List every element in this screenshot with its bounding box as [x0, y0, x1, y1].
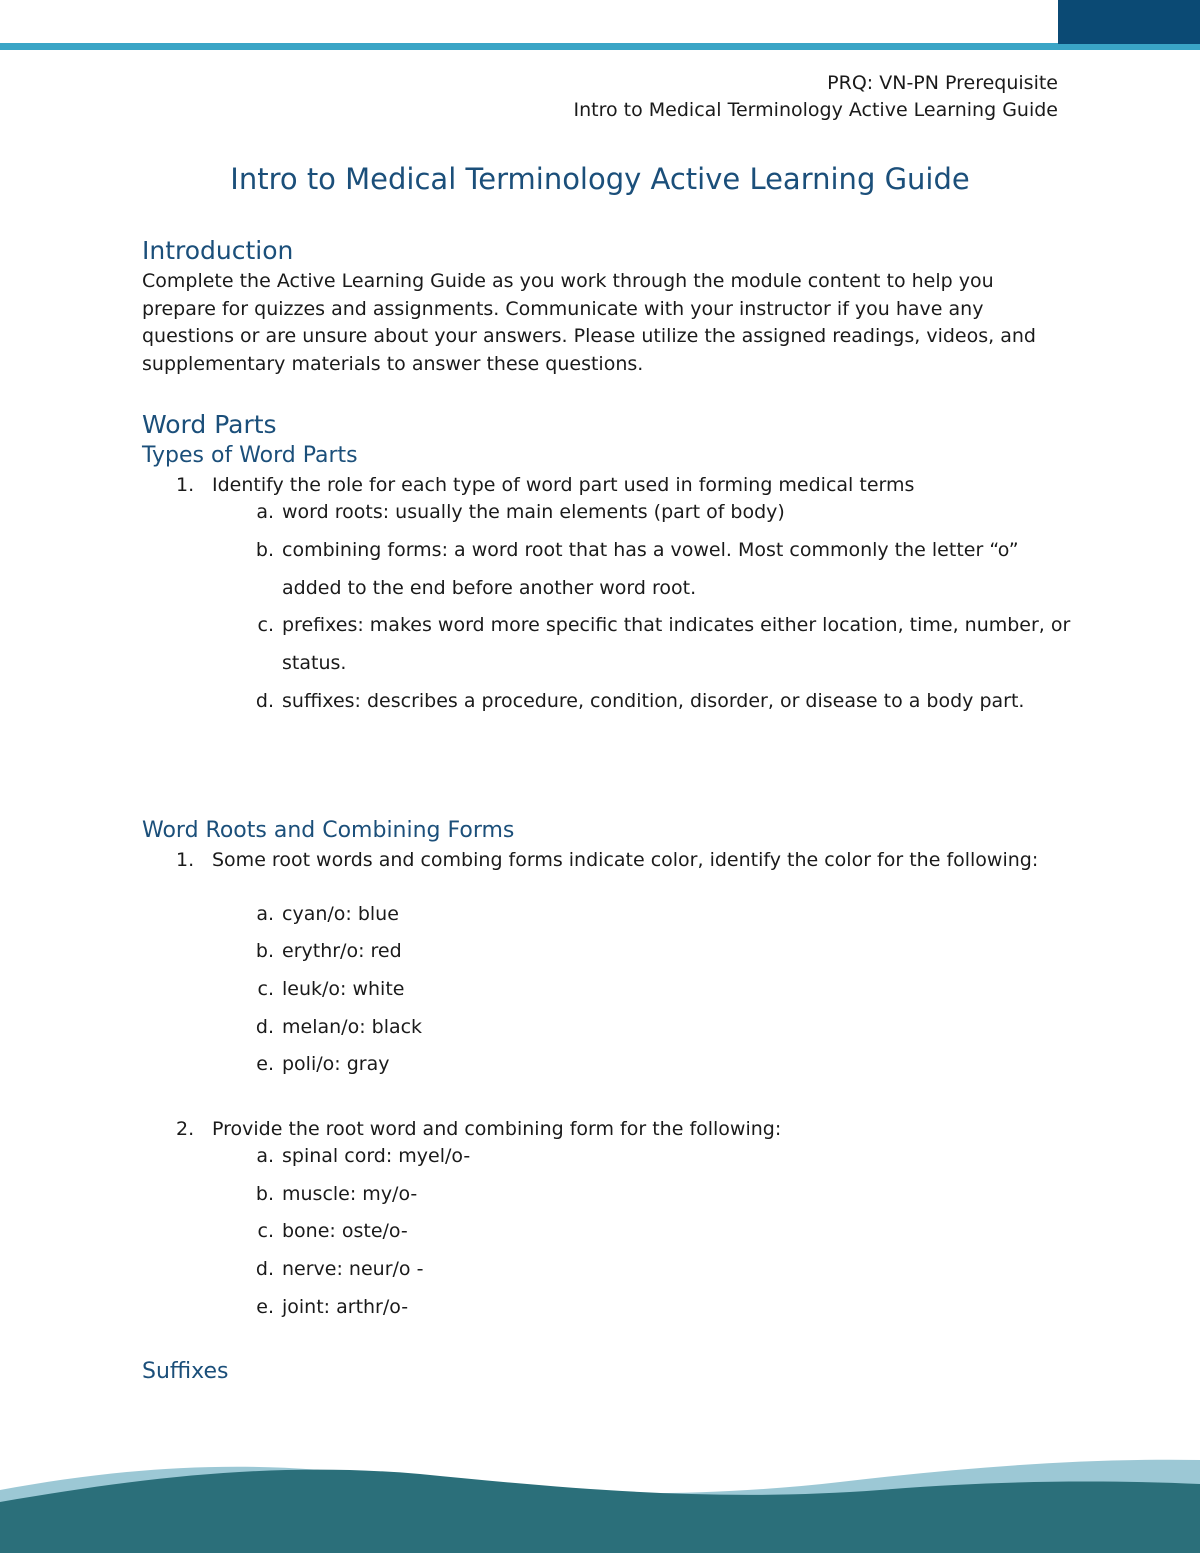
- list-text: erythr/o: red: [282, 940, 402, 962]
- header-accent-bar: [0, 43, 1200, 50]
- list-text: nerve: neur/o -: [282, 1258, 424, 1280]
- header-corner-block: [1058, 0, 1200, 44]
- question-text: Provide the root word and combining form for the following:: [212, 1118, 782, 1140]
- word-roots-heading: Word Roots and Combining Forms: [142, 818, 515, 843]
- suffixes-heading: Suffixes: [142, 1359, 229, 1384]
- list-letter: e.: [256, 1296, 274, 1318]
- list-letter: b.: [255, 940, 274, 962]
- list-text: muscle: my/o-: [282, 1183, 418, 1205]
- header-course: PRQ: VN-PN Prerequisite: [827, 72, 1058, 94]
- list-item: [242, 1137, 1062, 1175]
- document-title: Intro to Medical Terminology Active Learning Guide: [230, 162, 970, 196]
- list-text: melan/o: black: [282, 1016, 423, 1038]
- list-item: [242, 1288, 1062, 1326]
- list-letter: e.: [256, 1053, 274, 1075]
- list-letter: d.: [255, 690, 274, 712]
- question-number: 2.: [176, 1118, 195, 1140]
- introduction-text: Complete the Active Learning Guide as you work through the module content to help you prepare for quizzes and assignments. Communicate with your instructor if you have any questions or are unsure about your answers. Please utilize the assigned readings, videos, and supplementary materials to answer these questions.: [142, 270, 1036, 375]
- introduction-heading: Introduction: [142, 236, 294, 265]
- types-of-word-parts-heading: Types of Word Parts: [142, 443, 358, 468]
- question-number: 1.: [176, 849, 195, 871]
- list-letter: b.: [255, 539, 274, 561]
- list-letter: a.: [256, 903, 274, 925]
- list-letter: b.: [255, 1183, 274, 1205]
- word-parts-heading: Word Parts: [142, 410, 277, 439]
- running-header: [574, 70, 1058, 124]
- list-letter: a.: [256, 1145, 274, 1167]
- question-number: 1.: [176, 474, 195, 496]
- list-text: combining forms: a word root that has a vowel. Most commonly the letter “o” added to the end before another word root.: [282, 539, 1019, 599]
- list-item: [242, 606, 1071, 682]
- list-letter: c.: [257, 978, 274, 1000]
- list-item: [242, 682, 1062, 758]
- list-item: [242, 1212, 1062, 1250]
- list-item: [242, 1250, 1062, 1288]
- list-letter: d.: [255, 1016, 274, 1038]
- list-text: bone: oste/o-: [282, 1220, 408, 1242]
- list-item: [242, 970, 1062, 1008]
- list-item: [242, 1008, 1062, 1046]
- question-text: Identify the role for each type of word part used in forming medical terms: [212, 474, 915, 496]
- list-text: spinal cord: myel/o-: [282, 1145, 471, 1167]
- list-letter: c.: [257, 614, 274, 636]
- list-text: leuk/o: white: [282, 978, 405, 1000]
- list-letter: d.: [255, 1258, 274, 1280]
- list-item: [242, 1175, 1062, 1213]
- list-text: suffixes: describes a procedure, condition, disorder, or disease to a body part.: [282, 690, 1025, 712]
- header-doc-title: Intro to Medical Terminology Active Learning Guide: [573, 99, 1058, 121]
- list-item: [242, 932, 1062, 970]
- list-item: [242, 895, 1062, 933]
- list-text: word roots: usually the main elements (part of body): [282, 501, 785, 523]
- list-text: poli/o: gray: [282, 1053, 390, 1075]
- question-text: Some root words and combing forms indicate color, identify the color for the following:: [212, 849, 1039, 871]
- list-text: prefixes: makes word more specific that indicates either location, time, number, or status.: [282, 614, 1071, 674]
- list-text: cyan/o: blue: [282, 903, 399, 925]
- list-item: [242, 1045, 1062, 1083]
- list-item: [242, 531, 1062, 607]
- list-item: [242, 493, 1062, 531]
- list-text: joint: arthr/o-: [282, 1296, 409, 1318]
- question-roots-1: [176, 847, 1076, 899]
- list-letter: c.: [257, 1220, 274, 1242]
- footer-wave: [0, 1440, 1200, 1553]
- list-letter: a.: [256, 501, 274, 523]
